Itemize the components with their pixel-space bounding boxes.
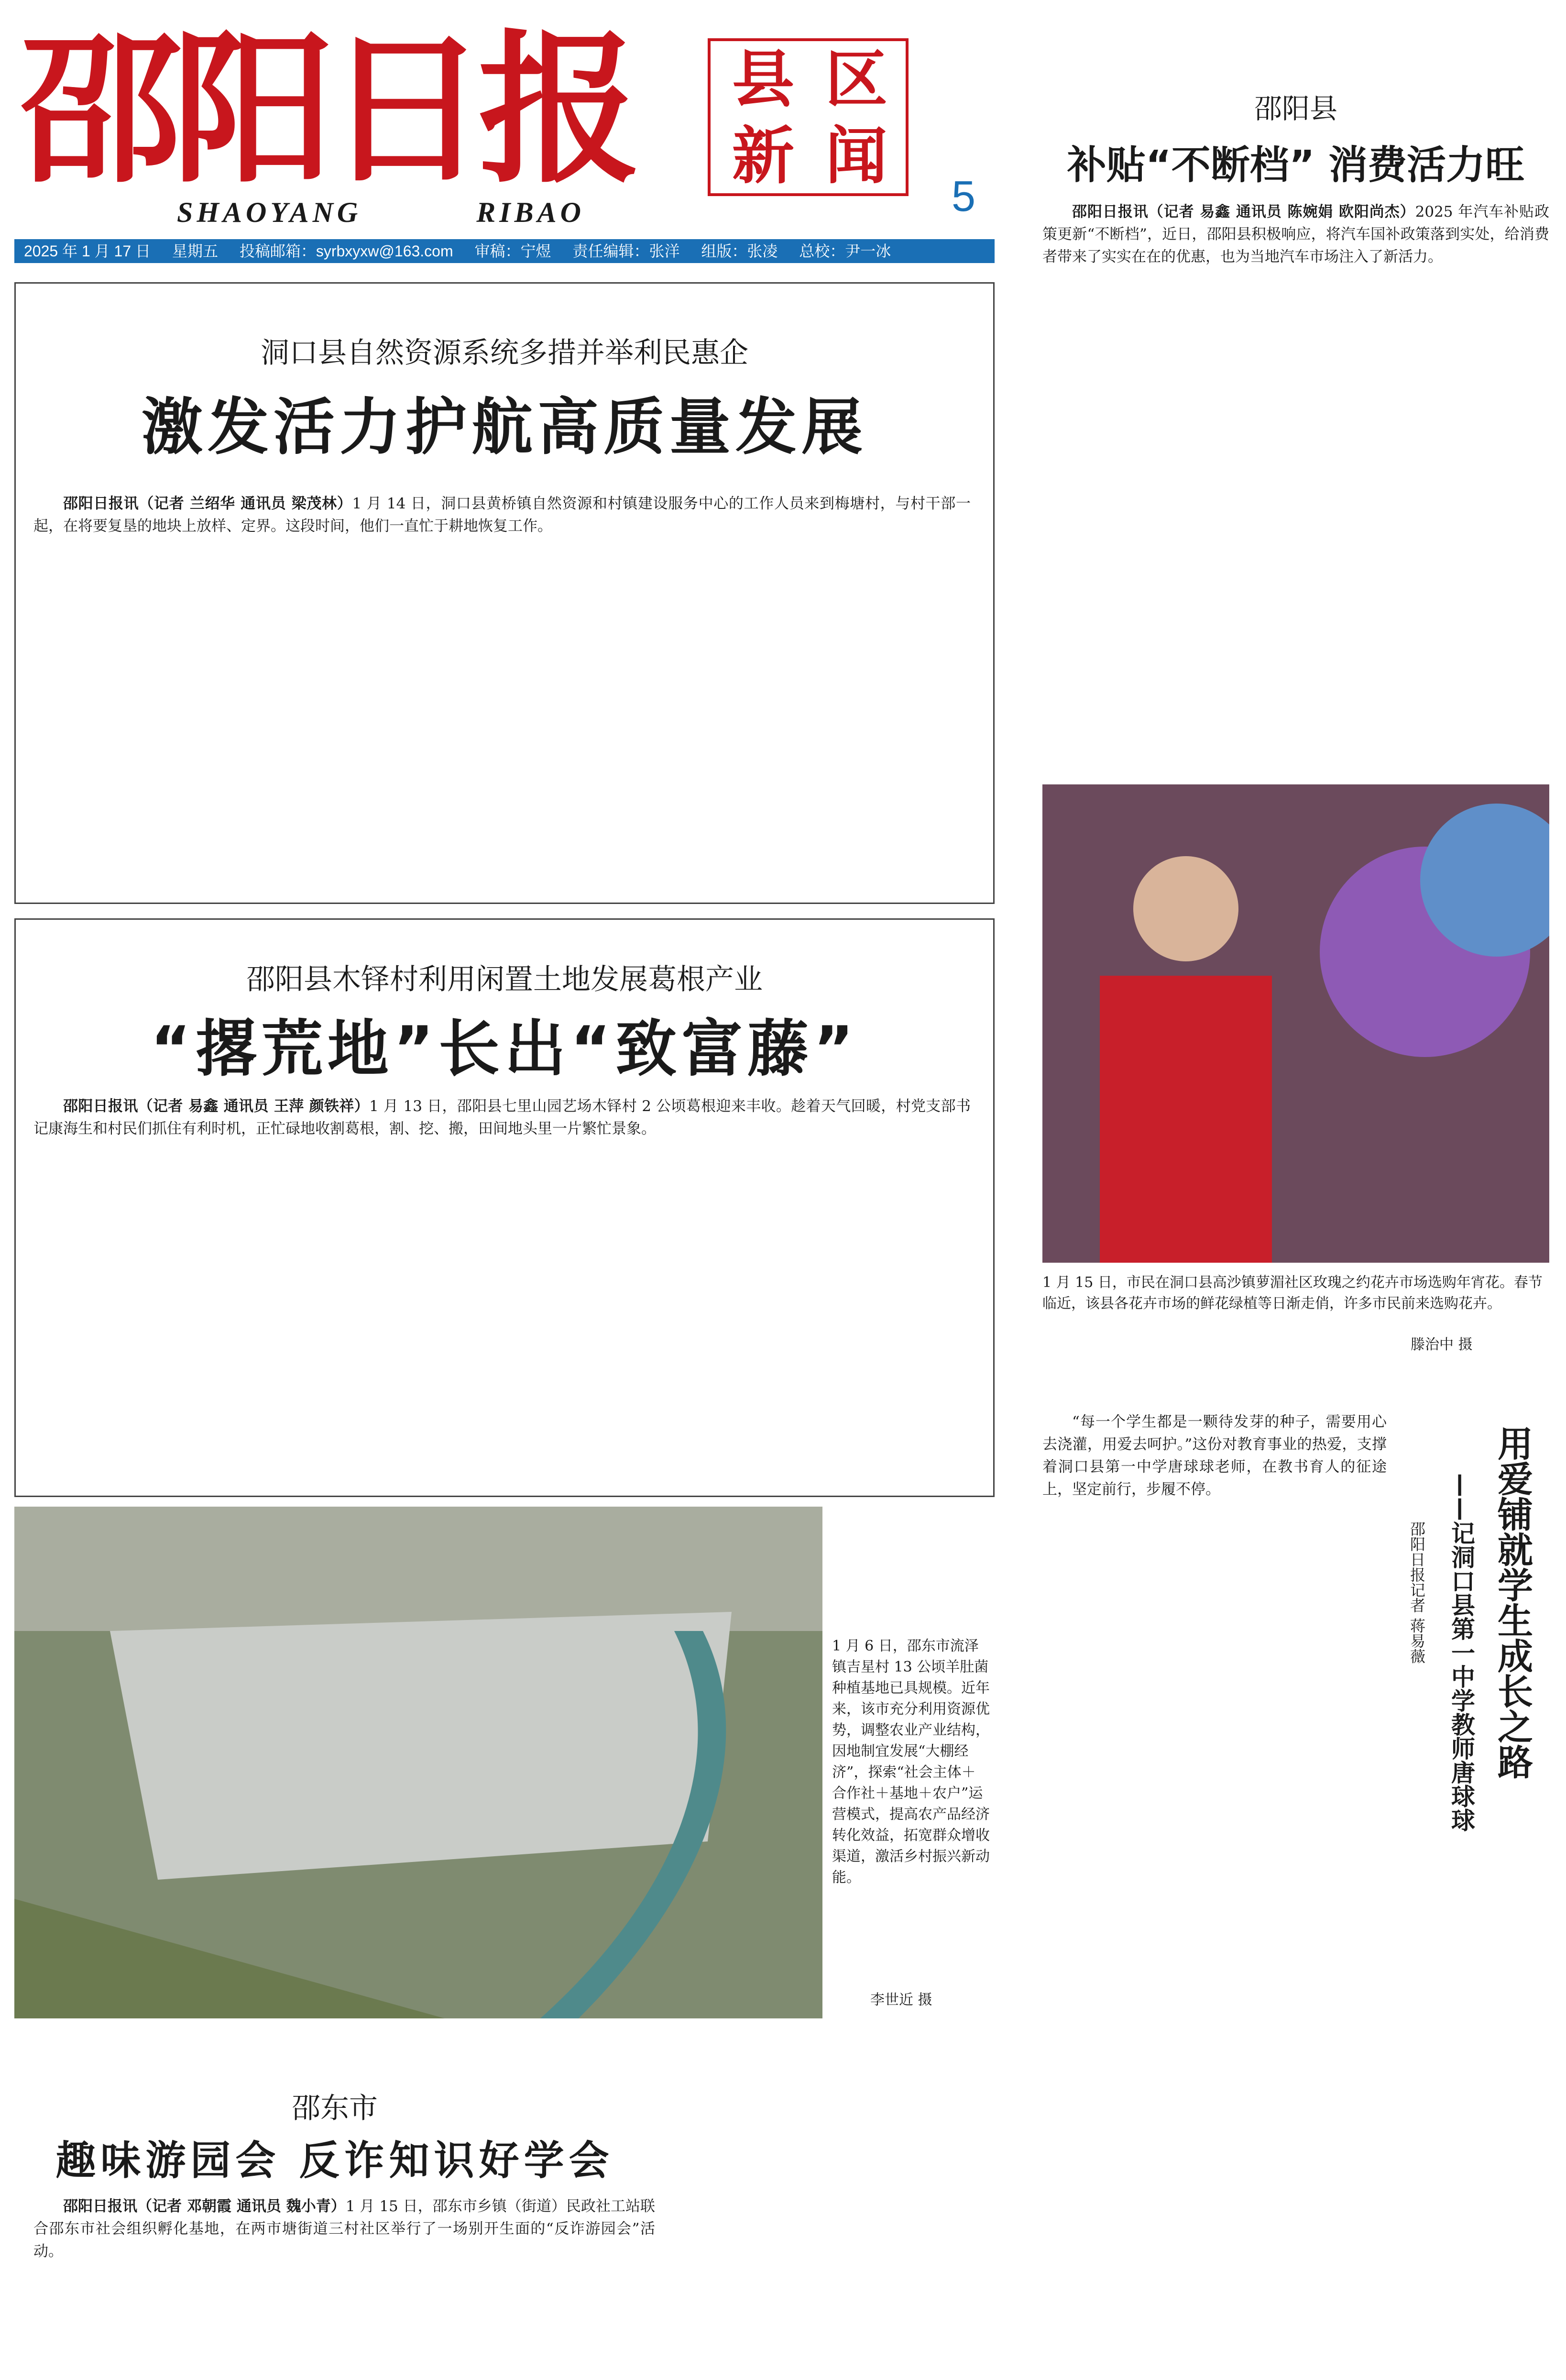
masthead-title: 邵阳日报 — [19, 14, 631, 205]
editor: 责任编辑：张洋 — [572, 242, 680, 260]
layout-credit: 组版：张凌 — [701, 242, 778, 260]
aerial-greenhouse-photo — [14, 1507, 822, 2018]
section-char-2: 区 — [825, 43, 887, 116]
weekday: 星期五 — [172, 242, 218, 260]
photo-1-credit: 李世近 摄 — [870, 1992, 932, 2008]
section-char-4: 闻 — [825, 120, 887, 192]
article-3-headline: 趣味游园会 反诈知识好学会 — [55, 2137, 614, 2184]
pinyin-ribao: RIBAO — [476, 197, 585, 228]
article-3-lead: 1 月 15 日，邵东市乡镇（街道）民政社工站联合邵东市社会组织孵化基地，在两市塘街道三村社区举行了一场别开生面的“反诈游园会”活动。 — [33, 2198, 655, 2260]
aerial-photo-illustration — [14, 1507, 822, 2018]
article-3-body — [33, 2195, 655, 2368]
article-3-byline: 邵阳日报讯（记者 邓朝霞 通讯员 魏小青） — [63, 2198, 346, 2215]
photo-2-caption: 1 月 15 日，市民在洞口县高沙镇萝湄社区玫瑰之约花卉市场选购年宵花。春节临近，该县各花卉市场的鲜花绿植等日渐走俏，许多市民前来选购花卉。 — [1042, 1274, 1543, 1312]
article-4-lead: 2025 年汽车补贴政策更新“不断档”，近日，邵阳县积极响应，将汽车国补政策落到实处，给消费者带来了实实在在的优惠，也为当地汽车市场注入了新活力。 — [1042, 203, 1549, 265]
flower-market-photo — [1042, 784, 1549, 1263]
masthead-pinyin — [177, 196, 700, 229]
email: 投稿邮箱：syrbxyxw@163.com — [239, 242, 453, 260]
pinyin-shaoyang: SHAOYANG — [177, 197, 362, 228]
page-number: 5 — [952, 173, 976, 220]
article-3-kicker: 邵东市 — [292, 2092, 378, 2125]
article-1-body — [33, 493, 971, 885]
reviewer: 审稿：宁煜 — [474, 242, 551, 260]
article-4-body — [1042, 201, 1549, 756]
article-5-lead: “每一个学生都是一颗待发芽的种子，需要用心去浇灌，用爱去呵护。”这份对教育事业的热爱，支撑着洞口县第一中学唐球球老师，在教书育人的征途上，坚定前行，步履不停。 — [1042, 1413, 1387, 1498]
section-badge — [708, 38, 909, 196]
photo-1-caption: 1 月 6 日，邵东市流泽镇吉星村 13 公顷羊肚菌种植基地已具规模。近年来，该市充分利用资源优势，调整农业产业结构，因地制宜发展“大棚经济”，探索“社会主体＋合作社＋基地＋农户”运营模式，提高农产品经济转化效益，拓宽群众增收渠道，激活乡村振兴新动能。 — [832, 1638, 990, 1886]
dateline-bar — [14, 239, 995, 263]
article-2-kicker: 邵阳县木铎村利用闲置土地发展葛根产业 — [246, 963, 763, 996]
article-5-byline: 邵阳日报记者 蒋易薇 — [1408, 1521, 1426, 1664]
section-char-3: 新 — [732, 120, 794, 192]
article-1-byline: 邵阳日报讯（记者 兰绍华 通讯员 梁茂林） — [63, 495, 352, 512]
article-5-headline: 用爱铺就学生成长之路 — [1492, 1425, 1533, 1779]
article-4-kicker: 邵阳县 — [1254, 92, 1337, 125]
article-2-lead: 1 月 13 日，邵阳县七里山园艺场木铎村 2 公顷葛根迎来丰收。趁着天气回暖，村党支部书记康海生和村民们抓住有利时机，正忙碌地收割葛根，割、挖、搬，田间地头里一片繁忙景象。 — [33, 1098, 971, 1137]
article-4-headline: 补贴“不断档” 消费活力旺 — [1067, 143, 1525, 188]
article-1-headline: 激发活力护航高质量发展 — [141, 392, 867, 463]
section-char-1: 县 — [732, 43, 794, 116]
proof-credit: 总校：尹一冰 — [799, 242, 891, 260]
article-1-kicker: 洞口县自然资源系统多措并举利民惠企 — [261, 336, 748, 370]
article-2-byline: 邵阳日报讯（记者 易鑫 通讯员 王萍 颜铁祥） — [63, 1098, 370, 1115]
article-1-lead: 1 月 14 日，洞口县黄桥镇自然资源和村镇建设服务中心的工作人员来到梅塘村，与村干部一起，在将要复垦的地块上放样、定界。这段时间，他们一直忙于耕地恢复工作。 — [33, 495, 971, 535]
flower-photo-illustration — [1042, 784, 1549, 1263]
photo-2-credit: 滕治中 摄 — [1411, 1336, 1473, 1353]
article-4-byline: 邵阳日报讯（记者 易鑫 通讯员 陈婉娟 欧阳尚杰） — [1072, 203, 1415, 220]
date: 2025 年 1 月 17 日 — [24, 242, 151, 260]
article-5-body — [1042, 1411, 1387, 2368]
article-2-body — [33, 1095, 971, 1478]
article-2-headline: “撂荒地”长出“致富藤” — [150, 1014, 859, 1085]
article-5-subhead: ——记洞口县第一中学教师唐球球 — [1447, 1473, 1475, 1832]
